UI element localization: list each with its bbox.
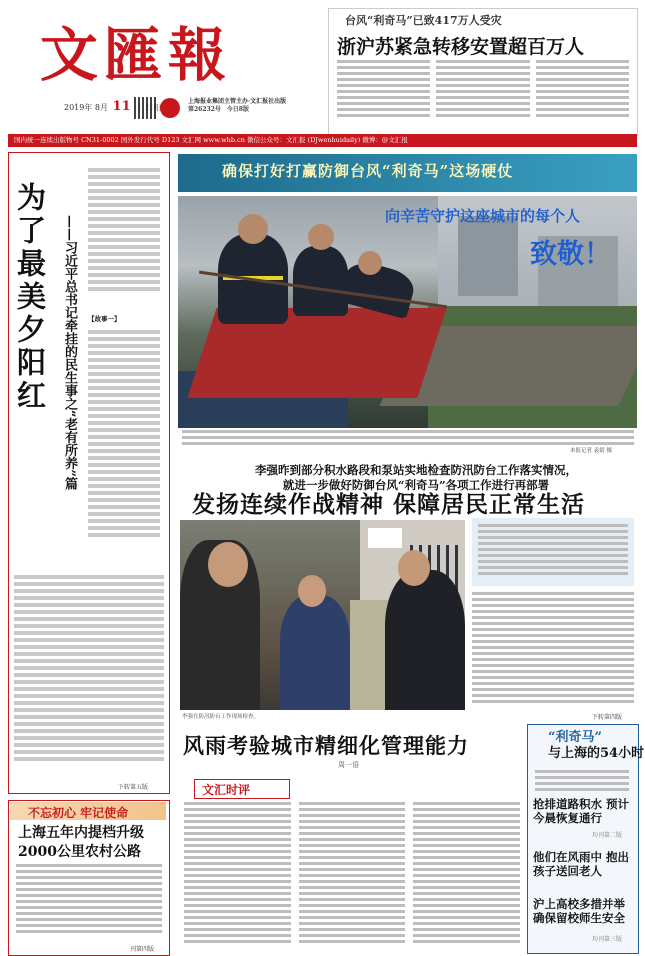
- photo-credit: 本报记者 袁婧 摄: [570, 448, 612, 454]
- sidebar-item-1[interactable]: 抢排道路积水 预计今晨恢复通行: [533, 797, 630, 825]
- left-feature-more-link[interactable]: 下转第五版: [118, 784, 149, 791]
- left-feature-title[interactable]: 为了最美夕阳红: [13, 182, 47, 413]
- typhoon-banner-text: 确保打好打赢防御台风“利奇马”这场硬仗: [222, 162, 514, 180]
- commentary-byline: 周一语: [338, 761, 359, 769]
- left-feature-full-text: [14, 575, 164, 780]
- qr-code-icon: [134, 97, 156, 119]
- subhead-line1: 李强昨到部分积水路段和泵站实地检查防汛防台工作落实情况，: [255, 463, 577, 477]
- sidebar-item-3-ref: 均刊第三版: [592, 936, 623, 943]
- left-feature-columns: [88, 168, 160, 308]
- subhead-line2: 就进一步做好防御台风“利奇马”各项工作进行再部署: [282, 478, 550, 492]
- date-prefix: 2019年 8月: [64, 103, 108, 112]
- rescue-photo[interactable]: [178, 196, 637, 428]
- top-story-headline[interactable]: 浙沪苏紧急转移安置超百万人: [337, 36, 585, 58]
- column-tag: 文汇时评: [202, 783, 251, 797]
- sidebar-title-line1: “利奇马”: [548, 730, 602, 745]
- photo-overlay-line2: 致敬！: [530, 239, 611, 270]
- emblem-icon: [160, 98, 180, 118]
- left-feature-columns-2: [88, 330, 160, 570]
- story-summary-box: [472, 518, 634, 586]
- inspection-photo-caption: 李强在防汛防台工作现场检查。: [182, 714, 260, 720]
- commentary-headline[interactable]: 风雨考验城市精细化管理能力: [183, 733, 469, 758]
- publication-info-strip: 国内统一连续出版物号 CN31-0002 国外发行代号 D123 文汇网 www.whb.cn 微信公众号：文汇报 (DJwenhuidaily) 微博：@文汇报: [8, 134, 637, 147]
- rural-roads-headline[interactable]: 上海五年内提档升级2000公里农村公路: [18, 825, 144, 860]
- date-day: 11: [112, 99, 131, 114]
- serial-number: 第26232号: [188, 106, 221, 113]
- main-story-body: [472, 592, 634, 712]
- main-story-headline[interactable]: 发扬连续作战精神 保障居民正常生活: [192, 491, 586, 518]
- rural-roads-more-link[interactable]: 刊第四版: [130, 946, 155, 953]
- page-count: 今日8版: [226, 106, 249, 113]
- top-story-kicker: 台风“利奇马”已致417万人受灾: [345, 14, 502, 27]
- sidebar-title[interactable]: [548, 730, 644, 762]
- publisher: 上海报业集团主管主办·文汇报社出版: [188, 98, 287, 105]
- rural-roads-body: [16, 864, 162, 936]
- sidebar-item-1-ref: 均刊第二版: [592, 832, 623, 839]
- commentary-body: [184, 802, 520, 952]
- story-tag: 【故事一】: [88, 315, 121, 323]
- photo-caption-block: [182, 430, 634, 452]
- inspection-photo[interactable]: [180, 520, 465, 710]
- main-story-more-link[interactable]: 下转第四版: [592, 714, 623, 721]
- firefighter-figure: [293, 246, 348, 316]
- sidebar-intro: [535, 770, 629, 794]
- sidebar-item-3[interactable]: 沪上高校多措并举 确保留校师生安全: [533, 897, 625, 925]
- top-story-body: [337, 60, 629, 130]
- sidebar-item-2[interactable]: 他们在风雨中 抱出孩子送回老人: [533, 850, 630, 878]
- publisher-info: [188, 98, 323, 114]
- left-feature-subtitle: ——习近平总书记牵挂的民生事之“老有所养”篇: [62, 215, 77, 490]
- newspaper-logo: 文匯報: [40, 21, 233, 89]
- sidebar-title-line2: 与上海的54小时: [548, 746, 645, 761]
- photo-overlay-line1: 向辛苦守护这座城市的每个人: [385, 207, 581, 225]
- rural-roads-kicker: 不忘初心 牢记使命: [28, 806, 129, 820]
